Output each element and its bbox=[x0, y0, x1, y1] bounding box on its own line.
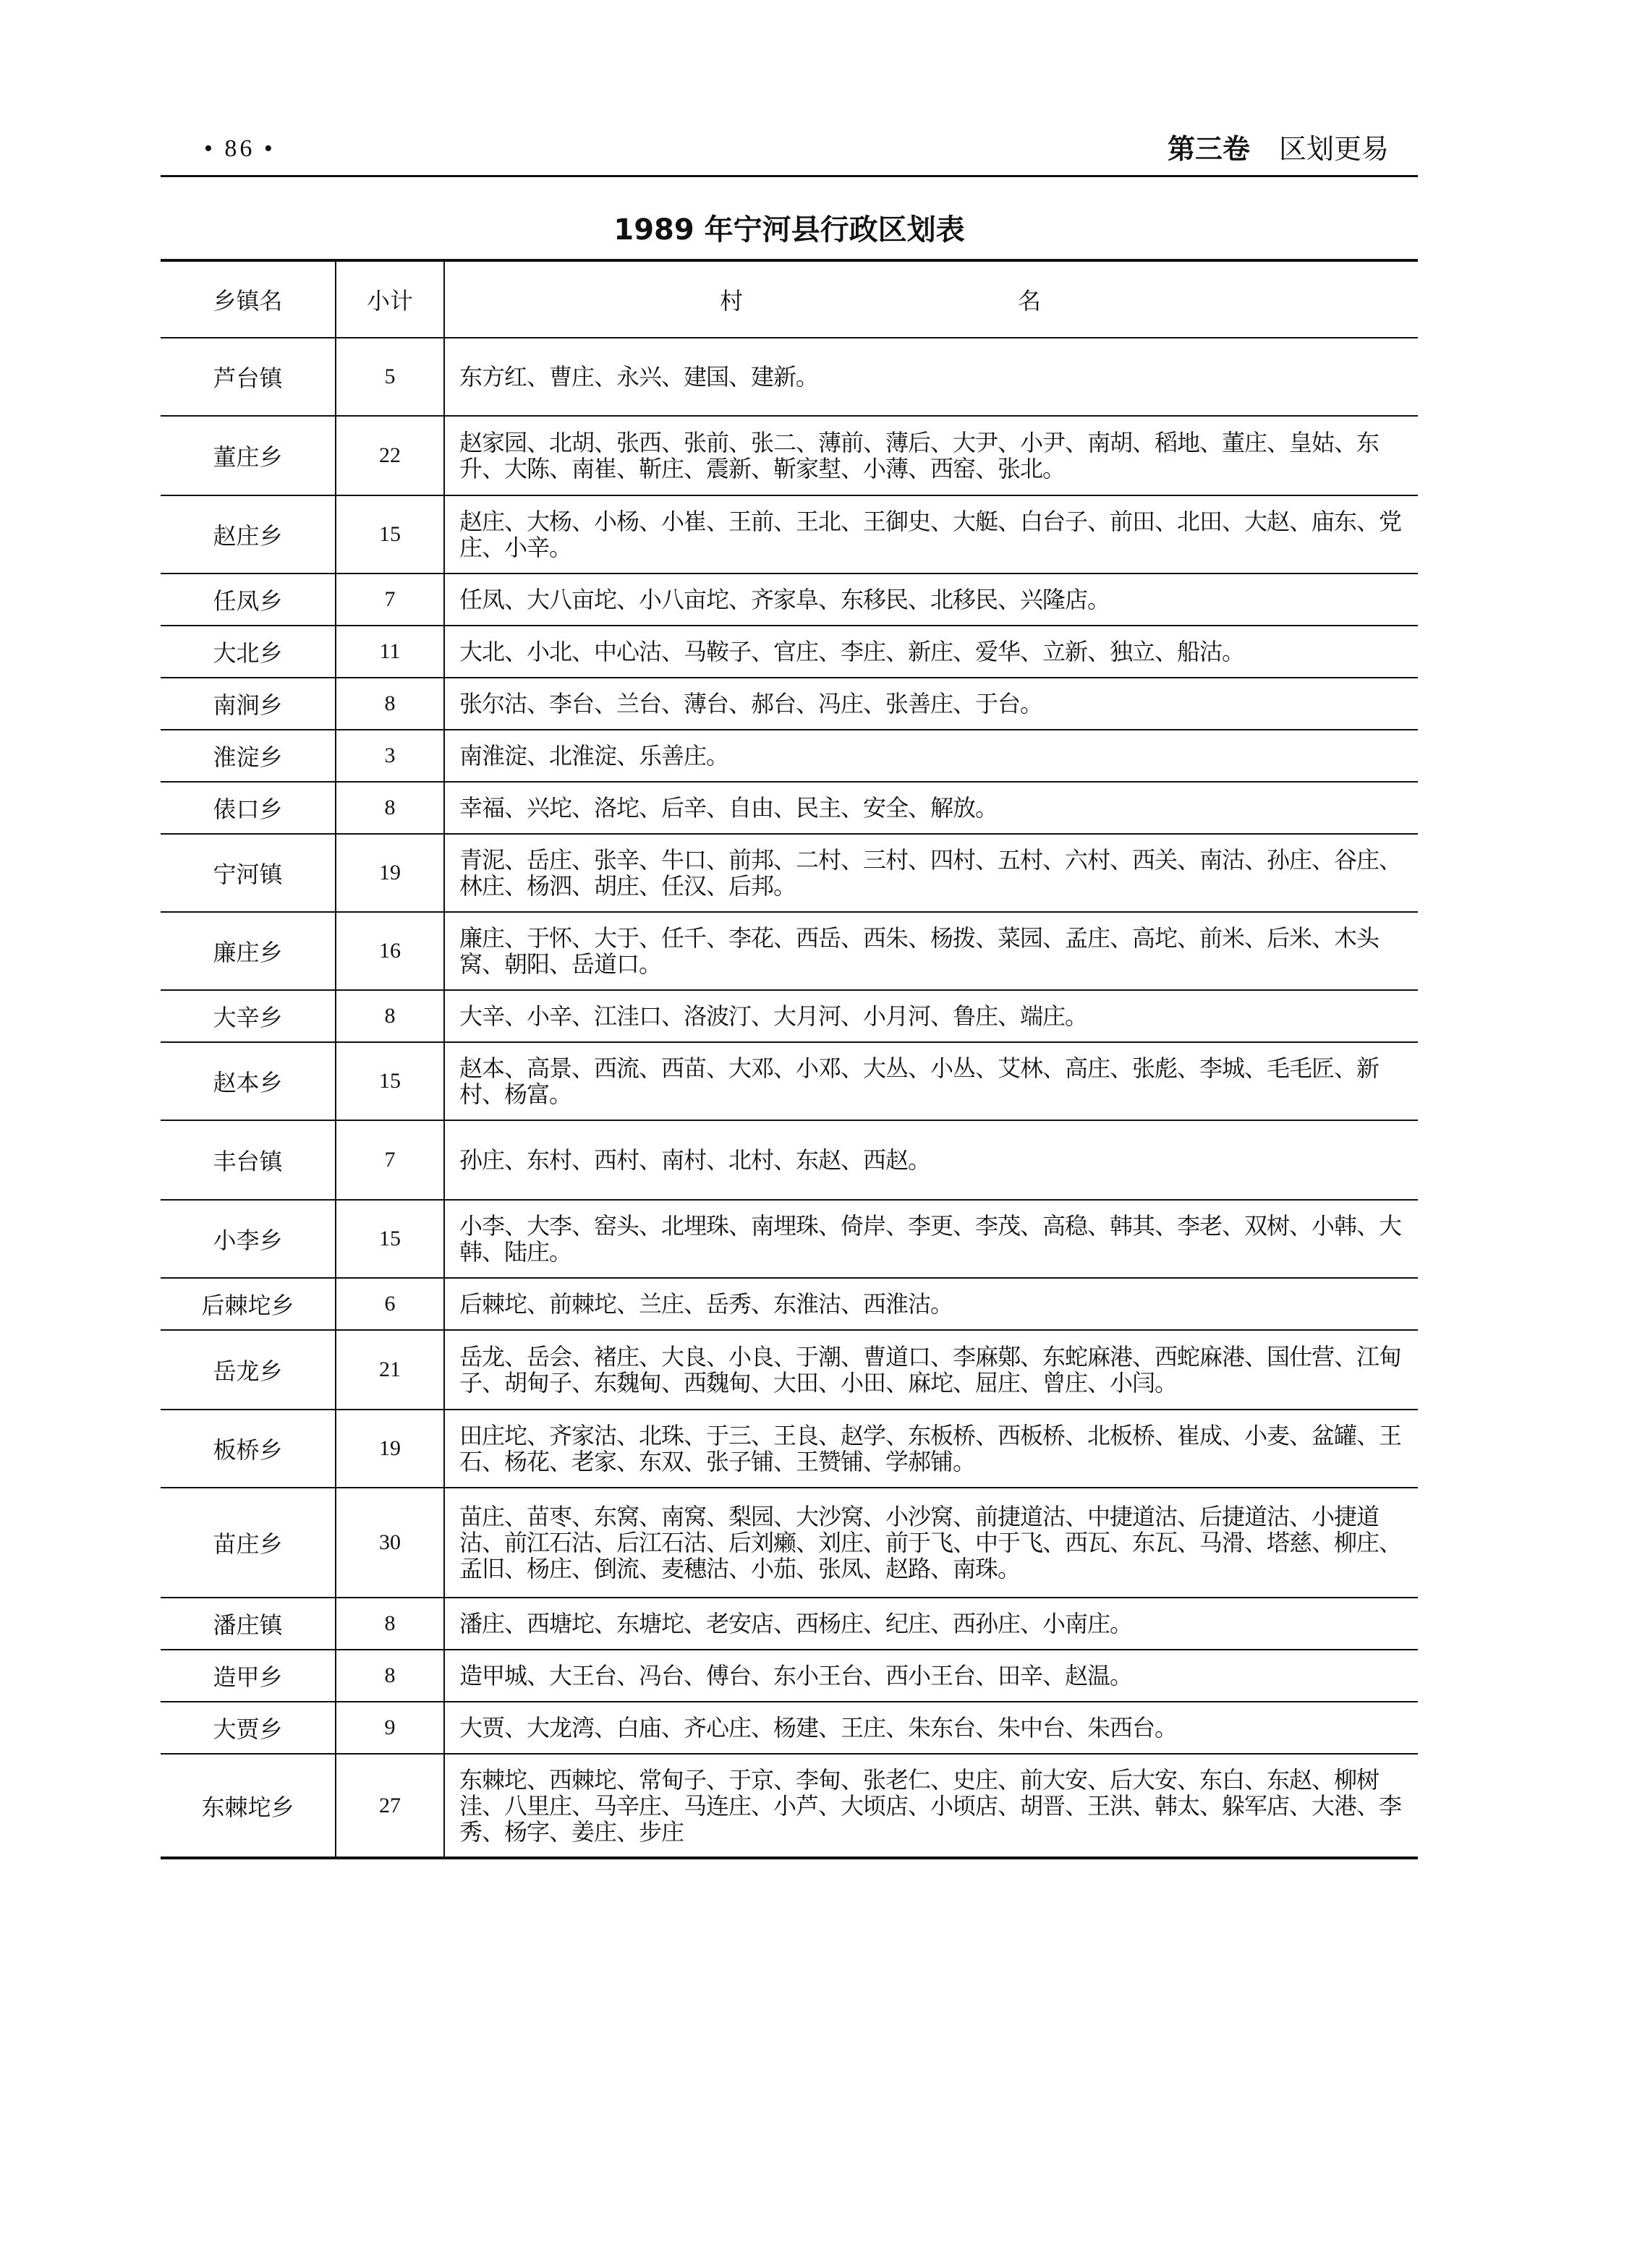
town-name-cell: 苗庄乡 bbox=[161, 1488, 336, 1598]
town-name-cell: 潘庄镇 bbox=[161, 1598, 336, 1650]
table-row bbox=[161, 495, 1418, 574]
column-header-villages: 村名 bbox=[444, 260, 1418, 338]
village-count-cell: 15 bbox=[336, 495, 444, 574]
village-count-cell: 6 bbox=[336, 1278, 444, 1330]
village-count-cell: 19 bbox=[336, 1410, 444, 1488]
village-count-cell: 8 bbox=[336, 990, 444, 1042]
village-list-cell: 赵本、高景、西流、西苗、大邓、小邓、大丛、小丛、艾林、高庄、张彪、李城、毛毛匠、新村、杨富。 bbox=[444, 1042, 1418, 1120]
table-title: 1989 年宁河县行政区划表 bbox=[613, 213, 965, 247]
village-list-cell: 廉庄、于怀、大于、任千、李花、西岳、西朱、杨拨、菜园、孟庄、高坨、前米、后米、木头窝、朝阳、岳道口。 bbox=[444, 912, 1418, 990]
village-count-cell: 16 bbox=[336, 912, 444, 990]
table-row bbox=[161, 1650, 1418, 1702]
town-name-cell: 俵口乡 bbox=[161, 782, 336, 834]
town-name-cell: 岳龙乡 bbox=[161, 1330, 336, 1410]
town-name-cell: 大贾乡 bbox=[161, 1702, 336, 1754]
village-count-cell: 9 bbox=[336, 1702, 444, 1754]
town-name-cell: 廉庄乡 bbox=[161, 912, 336, 990]
village-list-cell: 潘庄、西塘坨、东塘坨、老安店、西杨庄、纪庄、西孙庄、小南庄。 bbox=[444, 1598, 1418, 1650]
village-list-cell: 大北、小北、中心沽、马鞍子、官庄、李庄、新庄、爱华、立新、独立、船沽。 bbox=[444, 626, 1418, 678]
table-body bbox=[161, 338, 1418, 1858]
village-list-cell: 东棘坨、西棘坨、常甸子、于京、李甸、张老仁、史庄、前大安、后大安、东白、东赵、柳树洼、八里庄、马辛庄、马连庄、小芦、大顷店、小顷店、胡晋、王洪、韩太、躲军店、大港、李秀、杨字、姜庄、步庄 bbox=[444, 1754, 1418, 1858]
village-list-cell: 任凤、大八亩坨、小八亩坨、齐家阜、东移民、北移民、兴隆店。 bbox=[444, 574, 1418, 626]
page-number: • 86 • bbox=[204, 135, 276, 162]
village-count-cell: 8 bbox=[336, 782, 444, 834]
table-row bbox=[161, 338, 1418, 416]
village-list-cell: 后棘坨、前棘坨、兰庄、岳秀、东淮沽、西淮沽。 bbox=[444, 1278, 1418, 1330]
table-row bbox=[161, 416, 1418, 495]
column-header-count: 小计 bbox=[336, 260, 444, 338]
town-name-cell: 丰台镇 bbox=[161, 1120, 336, 1200]
town-name-cell: 淮淀乡 bbox=[161, 730, 336, 782]
village-list-cell: 岳龙、岳会、褚庄、大良、小良、于潮、曹道口、李麻鄚、东蛇麻港、西蛇麻港、国仕营、江甸子、胡甸子、东魏甸、西魏甸、大田、小田、麻坨、屈庄、曾庄、小闫。 bbox=[444, 1330, 1418, 1410]
town-name-cell: 造甲乡 bbox=[161, 1650, 336, 1702]
village-list-cell: 赵家园、北胡、张西、张前、张二、薄前、薄后、大尹、小尹、南胡、稻地、董庄、皇姑、东升、大陈、南崔、靳庄、震新、靳家堼、小薄、西窑、张北。 bbox=[444, 416, 1418, 495]
village-list-cell: 造甲城、大王台、冯台、傅台、东小王台、西小王台、田辛、赵温。 bbox=[444, 1650, 1418, 1702]
table-row bbox=[161, 574, 1418, 626]
town-name-cell: 板桥乡 bbox=[161, 1410, 336, 1488]
town-name-cell: 大辛乡 bbox=[161, 990, 336, 1042]
village-count-cell: 5 bbox=[336, 338, 444, 416]
table-row bbox=[161, 1330, 1418, 1410]
table-row bbox=[161, 1410, 1418, 1488]
table-row bbox=[161, 1042, 1418, 1120]
village-count-cell: 15 bbox=[336, 1042, 444, 1120]
village-list-cell: 小李、大李、窑头、北埋珠、南埋珠、倚岸、李更、李茂、高稳、韩其、李老、双树、小韩、大韩、陆庄。 bbox=[444, 1200, 1418, 1278]
table-row bbox=[161, 834, 1418, 912]
town-name-cell: 后棘坨乡 bbox=[161, 1278, 336, 1330]
page-header bbox=[161, 129, 1418, 177]
village-list-cell: 苗庄、苗枣、东窝、南窝、梨园、大沙窝、小沙窝、前捷道沽、中捷道沽、后捷道沽、小捷道沽、前江石沽、后江石沽、后刘癞、刘庄、前于飞、中于飞、西瓦、东瓦、马滑、塔慈、柳庄、孟旧、杨庄、倒流、麦穗沽、小茄、张凤、赵路、南珠。 bbox=[444, 1488, 1418, 1598]
village-count-cell: 21 bbox=[336, 1330, 444, 1410]
table-row bbox=[161, 626, 1418, 678]
village-count-cell: 7 bbox=[336, 574, 444, 626]
village-count-cell: 30 bbox=[336, 1488, 444, 1598]
town-name-cell: 南涧乡 bbox=[161, 678, 336, 730]
village-list-cell: 张尔沽、李台、兰台、薄台、郝台、冯庄、张善庄、于台。 bbox=[444, 678, 1418, 730]
village-list-cell: 孙庄、东村、西村、南村、北村、东赵、西赵。 bbox=[444, 1120, 1418, 1200]
town-name-cell: 小李乡 bbox=[161, 1200, 336, 1278]
column-header-town: 乡镇名 bbox=[161, 260, 336, 338]
village-list-cell: 田庄坨、齐家沽、北珠、于三、王良、赵学、东板桥、西板桥、北板桥、崔成、小麦、盆罐、王石、杨花、老家、东双、张子铺、王赞铺、学郝铺。 bbox=[444, 1410, 1418, 1488]
village-list-cell: 东方红、曹庄、永兴、建国、建新。 bbox=[444, 338, 1418, 416]
town-name-cell: 芦台镇 bbox=[161, 338, 336, 416]
village-list-cell: 赵庄、大杨、小杨、小崔、王前、王北、王御史、大艇、白台子、前田、北田、大赵、庙东、党庄、小辛。 bbox=[444, 495, 1418, 574]
table-row bbox=[161, 990, 1418, 1042]
village-count-cell: 11 bbox=[336, 626, 444, 678]
village-list-cell: 大贾、大龙湾、白庙、齐心庄、杨建、王庄、朱东台、朱中台、朱西台。 bbox=[444, 1702, 1418, 1754]
table-row bbox=[161, 1754, 1418, 1858]
table-row bbox=[161, 1598, 1418, 1650]
village-count-cell: 15 bbox=[336, 1200, 444, 1278]
village-count-cell: 22 bbox=[336, 416, 444, 495]
table-row bbox=[161, 1702, 1418, 1754]
table-row bbox=[161, 782, 1418, 834]
village-count-cell: 8 bbox=[336, 1598, 444, 1650]
village-count-cell: 8 bbox=[336, 678, 444, 730]
village-count-cell: 3 bbox=[336, 730, 444, 782]
town-name-cell: 赵庄乡 bbox=[161, 495, 336, 574]
table-row bbox=[161, 912, 1418, 990]
village-count-cell: 8 bbox=[336, 1650, 444, 1702]
village-count-cell: 19 bbox=[336, 834, 444, 912]
admin-division-table bbox=[161, 259, 1418, 1859]
village-count-cell: 27 bbox=[336, 1754, 444, 1858]
village-list-cell: 青泥、岳庄、张辛、牛口、前邦、二村、三村、四村、五村、六村、西关、南沽、孙庄、谷庄、林庄、杨泗、胡庄、任汉、后邦。 bbox=[444, 834, 1418, 912]
table-row bbox=[161, 1488, 1418, 1598]
table-row bbox=[161, 1278, 1418, 1330]
running-title bbox=[1168, 129, 1389, 169]
table-row bbox=[161, 1200, 1418, 1278]
town-name-cell: 大北乡 bbox=[161, 626, 336, 678]
village-list-cell: 幸福、兴坨、洛坨、后辛、自由、民主、安全、解放。 bbox=[444, 782, 1418, 834]
volume-label: 第三卷 bbox=[1167, 133, 1250, 165]
table-row bbox=[161, 678, 1418, 730]
village-count-cell: 7 bbox=[336, 1120, 444, 1200]
village-list-cell: 大辛、小辛、江洼口、洛波汀、大月河、小月河、鲁庄、端庄。 bbox=[444, 990, 1418, 1042]
town-name-cell: 东棘坨乡 bbox=[161, 1754, 336, 1858]
section-label: 区划更易 bbox=[1278, 133, 1389, 165]
village-list-cell: 南淮淀、北淮淀、乐善庄。 bbox=[444, 730, 1418, 782]
table-row bbox=[161, 730, 1418, 782]
table-header-row bbox=[161, 260, 1418, 338]
town-name-cell: 董庄乡 bbox=[161, 416, 336, 495]
town-name-cell: 任凤乡 bbox=[161, 574, 336, 626]
town-name-cell: 宁河镇 bbox=[161, 834, 336, 912]
table-row bbox=[161, 1120, 1418, 1200]
town-name-cell: 赵本乡 bbox=[161, 1042, 336, 1120]
